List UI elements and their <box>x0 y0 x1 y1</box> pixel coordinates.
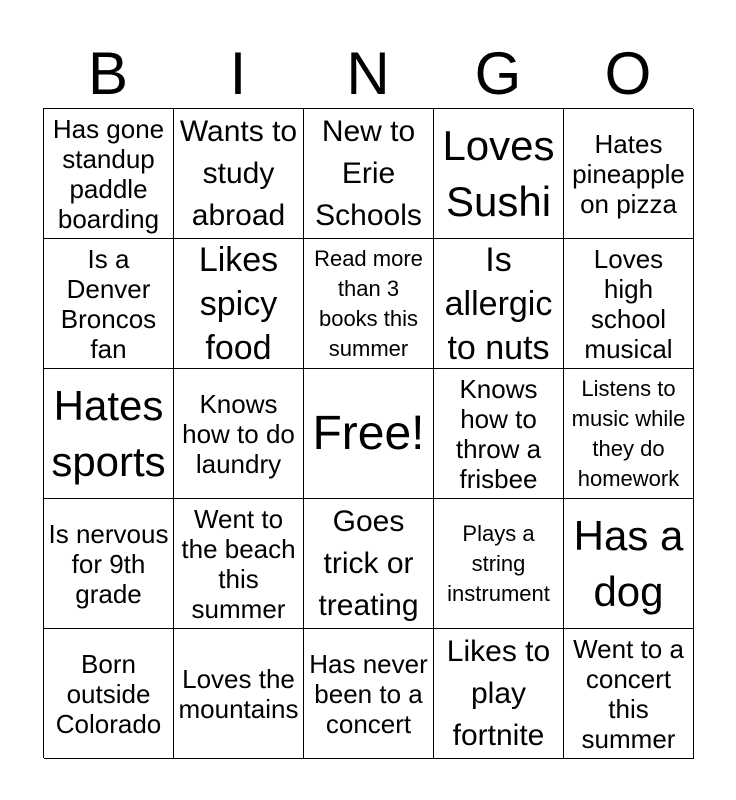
bingo-cell-text: Likes to play fortnite <box>446 634 551 752</box>
bingo-cell[interactable] <box>174 629 304 759</box>
header-letter-i: I <box>229 40 247 107</box>
bingo-cell-text: Listens to music while they do homework <box>571 375 686 491</box>
bingo-cell-text: Plays a string instrument <box>447 520 550 606</box>
bingo-cell[interactable] <box>174 109 304 239</box>
bingo-cell[interactable] <box>304 629 434 759</box>
bingo-cell-text: Loves the mountains <box>178 663 299 724</box>
bingo-cell-text: Free! <box>312 406 425 460</box>
bingo-cell-text: Born outside Colorado <box>55 648 162 739</box>
bingo-cell-text: Knows how to do laundry <box>182 388 295 479</box>
bingo-cell[interactable] <box>304 499 434 629</box>
bingo-cell[interactable] <box>564 499 694 629</box>
bingo-header <box>43 40 693 108</box>
bingo-cell[interactable] <box>564 369 694 499</box>
bingo-grid <box>43 108 693 758</box>
bingo-cell[interactable] <box>434 369 564 499</box>
bingo-cell-text: Is allergic to nuts <box>444 240 553 367</box>
bingo-cell[interactable] <box>564 239 694 369</box>
bingo-cell[interactable] <box>434 239 564 369</box>
bingo-cell[interactable] <box>44 499 174 629</box>
bingo-cell[interactable] <box>174 369 304 499</box>
bingo-cell-text: Likes spicy food <box>198 240 279 367</box>
bingo-cell-text: Wants to study abroad <box>179 114 298 232</box>
bingo-cell-text: Has never been to a concert <box>309 648 428 739</box>
bingo-cell-text: Knows how to throw a frisbee <box>455 373 542 494</box>
header-letter-g: G <box>474 40 522 107</box>
bingo-cell[interactable] <box>304 239 434 369</box>
bingo-cell-text: Loves high school musical <box>584 243 673 364</box>
bingo-cell[interactable] <box>44 239 174 369</box>
header-letter-n: N <box>346 40 390 107</box>
bingo-cell-text: Has a dog <box>573 511 684 615</box>
bingo-cell[interactable] <box>564 629 694 759</box>
bingo-cell[interactable] <box>564 109 694 239</box>
bingo-cell[interactable] <box>174 239 304 369</box>
free-space-cell[interactable] <box>304 369 434 499</box>
bingo-cell[interactable] <box>44 629 174 759</box>
bingo-cell-text: Is nervous for 9th grade <box>48 518 169 609</box>
bingo-cell-text: Has gone standup paddle boarding <box>52 113 165 234</box>
bingo-cell[interactable] <box>174 499 304 629</box>
bingo-cell[interactable] <box>434 629 564 759</box>
bingo-cell-text: Went to the beach this summer <box>181 503 296 624</box>
bingo-cell[interactable] <box>44 109 174 239</box>
bingo-cell[interactable] <box>434 499 564 629</box>
bingo-cell-text: Hates pineapple on pizza <box>572 128 685 219</box>
bingo-cell[interactable] <box>304 109 434 239</box>
bingo-cell-text: Is a Denver Broncos fan <box>60 243 157 364</box>
bingo-cell-text: Went to a concert this summer <box>573 633 684 754</box>
header-letter-b: B <box>87 40 129 107</box>
bingo-cell-text: Loves Sushi <box>442 121 555 225</box>
bingo-cell[interactable] <box>44 369 174 499</box>
header-letter-o: O <box>604 40 652 107</box>
bingo-cell-text: Read more than 3 books this summer <box>314 245 423 361</box>
bingo-cell-text: New to Erie Schools <box>315 114 422 232</box>
bingo-cell-text: Hates sports <box>51 381 166 485</box>
bingo-cell[interactable] <box>434 109 564 239</box>
bingo-cell-text: Goes trick or treating <box>318 504 419 622</box>
